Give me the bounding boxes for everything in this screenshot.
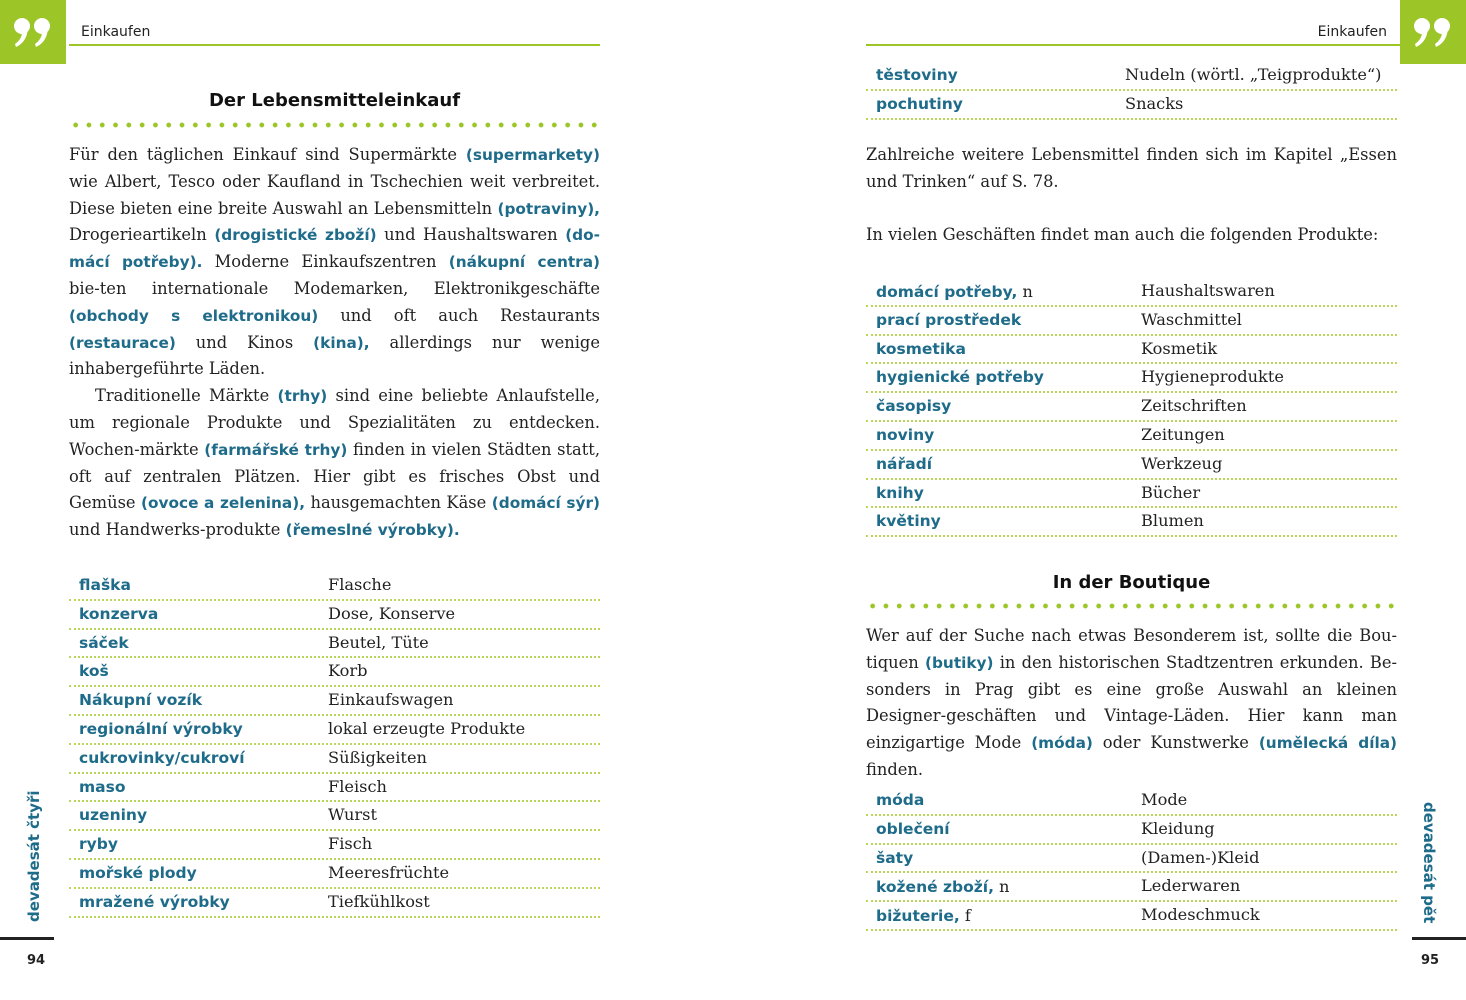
page-number-right: 95 [1421,953,1440,968]
vocab-row [866,480,1397,509]
vocab-german: Nudeln (wörtl. „Teigprodukte“) [1125,65,1382,84]
vocab-czech: knihy [876,483,924,502]
paragraph-more-foods: Zahlreiche weitere Lebensmittel finden sich im Kapitel „Essen und Trinken“ auf S. 78. [866,145,1397,191]
vocab-czech: maso [79,777,126,796]
vocab-row [69,889,600,918]
vocab-german: Korb [328,661,368,681]
vocab-german: Snacks [1125,93,1184,113]
vocab-czech: flaška [79,576,131,594]
vocab-czech: těstoviny [876,66,958,84]
czech-term: (řemeslné výrobky). [285,521,460,540]
czech-term: (ovoce a zelenina), [141,494,306,513]
vocab-german: Blumen [1141,511,1204,531]
czech-term: (domácí sýr) [491,494,600,513]
vocab-german: Fleisch [328,776,387,796]
vocab-row [866,902,1397,931]
czech-term: (supermarkety) [465,146,600,164]
vocab-czech: regionální výrobky [79,719,243,738]
vocab-czech: móda [876,791,925,809]
vocab-german: Haushaltswaren [1141,281,1275,300]
vocab-table-pasta-snacks [866,62,1397,120]
page-side-label-right: devadesát pět [1420,802,1438,924]
quote-mark-badge-right [1400,0,1466,64]
vocab-czech: mražené výrobky [79,892,230,911]
vocab-row [866,336,1397,365]
intro-text-left [69,142,600,544]
vocab-german: Lederwaren [1141,876,1241,896]
dotted-divider [866,603,1399,609]
vocab-czech: sáček [79,633,129,652]
vocab-czech: bižuterie, f [876,906,971,926]
vocab-row [69,601,600,630]
vocab-czech: kožené zboží, n [876,877,1010,897]
section-title-boutique: In der Boutique [1052,572,1211,593]
czech-term: (farmářské trhy) [204,440,348,459]
vocab-row [69,831,600,860]
vocab-german: Süßigkeiten [328,747,427,767]
vocab-german: Bücher [1141,482,1201,502]
page-number-left: 94 [27,953,46,968]
text-products-intro [866,222,1397,249]
dotted-divider [69,122,602,128]
vocab-row [69,716,600,745]
czech-term: (umělecká díla) [1258,734,1398,753]
vocab-row [69,630,600,659]
vocab-table-fashion [866,787,1397,931]
vocab-german: Beutel, Tüte [328,632,429,652]
vocab-table-products [866,278,1397,537]
vocab-german: Meeresfrüchte [328,862,450,882]
vocab-gender: n [994,877,1010,897]
czech-term: (nákupní centra) [448,253,601,272]
czech-term: (obchody s elektronikou) [69,306,319,325]
vocab-german: Einkaufswagen [328,690,454,710]
vocab-german: Tiefkühlkost [328,891,430,911]
vocab-row [69,658,600,687]
vocab-czech: mořské plody [79,863,197,882]
vocab-german: Dose, Konserve [328,603,456,623]
quote-icon [1413,16,1453,48]
vocab-german: Werkzeug [1141,453,1223,473]
czech-term: (do-mácí potřeby). [69,226,600,272]
vocab-row [866,307,1397,336]
vocab-row [69,802,600,831]
vocab-german: Fisch [328,834,373,854]
vocab-czech: pochutiny [876,94,963,113]
vocab-czech: cukrovinky/cukroví [79,748,245,767]
czech-term: (móda) [1031,734,1093,753]
vocab-german: Flasche [328,575,392,594]
vocab-german: Hygieneprodukte [1141,367,1284,387]
czech-term: (potraviny), [497,199,600,218]
vocab-row [69,774,600,803]
vocab-czech: konzerva [79,604,159,623]
vocab-row [866,278,1397,307]
vocab-czech: koš [79,662,109,681]
vocab-row [866,393,1397,422]
header-rule-right [866,44,1400,46]
vocab-row [866,816,1397,845]
vocab-czech: květiny [876,512,941,531]
vocab-row [866,787,1397,816]
vocab-czech: uzeniny [79,806,148,825]
vocab-gender: n [1017,282,1033,301]
vocab-row [866,91,1397,120]
vocab-row [866,845,1397,874]
quote-icon [13,16,53,48]
vocab-german: Kleidung [1141,818,1215,838]
paragraph-boutiques: Wer auf der Suche nach etwas Besonderem ist, sollte die Bou-tiquen (butiky) in den historischen Stadtzentren erkunden. Be-sonders in Prag gibt es eine große Auswahl an kleinen Designer-geschäften und Vintage-Läden. Hier kann man einzigartige Mode (móda) oder Kunstwerke (umělecká díla) finden. [866,626,1398,779]
footer-rule-left [0,937,54,940]
boutique-text [866,623,1397,784]
czech-term: (drogistické zboží) [214,226,377,245]
vocab-czech: časopisy [876,397,952,416]
vocab-german: lokal erzeugte Produkte [328,718,526,738]
vocab-table-groceries [69,572,600,918]
vocab-row [866,62,1397,91]
vocab-row [866,873,1397,902]
vocab-row [69,687,600,716]
vocab-row [866,364,1397,393]
vocab-czech: šaty [876,848,914,867]
vocab-czech: oblečení [876,819,950,838]
vocab-row [866,508,1397,537]
vocab-german: Wurst [328,805,377,825]
text-cross-reference [866,142,1397,196]
section-title-lebensmitteleinkauf: Der Lebensmitteleinkauf [208,90,461,111]
vocab-german: Modeschmuck [1141,905,1260,925]
vocab-german: Mode [1141,790,1188,809]
vocab-row [69,745,600,774]
running-header-right: Einkaufen [1317,24,1387,40]
header-rule-left [69,44,600,46]
vocab-czech: Nákupní vozík [79,691,203,710]
page-side-label-left: devadesát čtyři [25,790,43,922]
vocab-czech: prací prostředek [876,310,1022,329]
vocab-german: Waschmittel [1141,309,1242,329]
vocab-german: Zeitungen [1141,424,1225,444]
vocab-czech: ryby [79,835,118,854]
czech-term: (trhy) [277,387,328,406]
vocab-german: Kosmetik [1141,338,1218,358]
paragraph-markets: Traditionelle Märkte (trhy) sind eine beliebte Anlaufstelle, um regionale Produkte und Spezialitäten zu entdecken. Wochen-märkte (farmářské trhy) finden in vielen Städten statt, oft auf zentralen Plätzen. Hier gibt es frisches Obst und Gemüse (ovoce a zelenina), hausgemachten Käse (domácí sýr) und Handwerks-produkte (řemeslné výrobky). [69,386,600,540]
vocab-czech: hygienické potřeby [876,368,1044,387]
paragraph-products: In vielen Geschäften findet man auch die folgenden Produkte: [866,225,1379,244]
vocab-czech: kosmetika [876,339,966,358]
vocab-row [866,422,1397,451]
czech-term: (butiky) [924,653,994,672]
czech-term: (kina), [313,333,370,352]
footer-rule-right [1412,937,1466,940]
vocab-german: Zeitschriften [1141,396,1247,416]
vocab-row [866,451,1397,480]
vocab-czech: domácí potřeby, n [876,282,1033,301]
vocab-czech: noviny [876,425,935,444]
paragraph-supermarkets: Für den täglichen Einkauf sind Supermärkte (supermarkety) wie Albert, Tesco oder Kaufland in Tschechien weit verbreitet. Diese bieten eine breite Auswahl an Lebensmitteln (potraviny), Drogerieartikeln (drogistické zboží) und Haushaltswaren (do-mácí potřeby). Moderne Einkaufszentren (nákupní centra) bie-ten internationale Modemarken, Elektronikgeschäfte (obchody s elektronikou) und oft auch Restaurants (restaurace) und Kinos (kina), allerdings nur wenige inhabergeführte Läden. [69,145,601,379]
vocab-german: (Damen-)Kleid [1141,847,1260,867]
vocab-czech: nářadí [876,454,933,473]
vocab-row [69,572,600,601]
quote-mark-badge-left [0,0,66,64]
vocab-row [69,860,600,889]
czech-term: (restaurace) [69,333,176,352]
running-header-left: Einkaufen [81,24,151,40]
vocab-gender: f [959,906,971,926]
